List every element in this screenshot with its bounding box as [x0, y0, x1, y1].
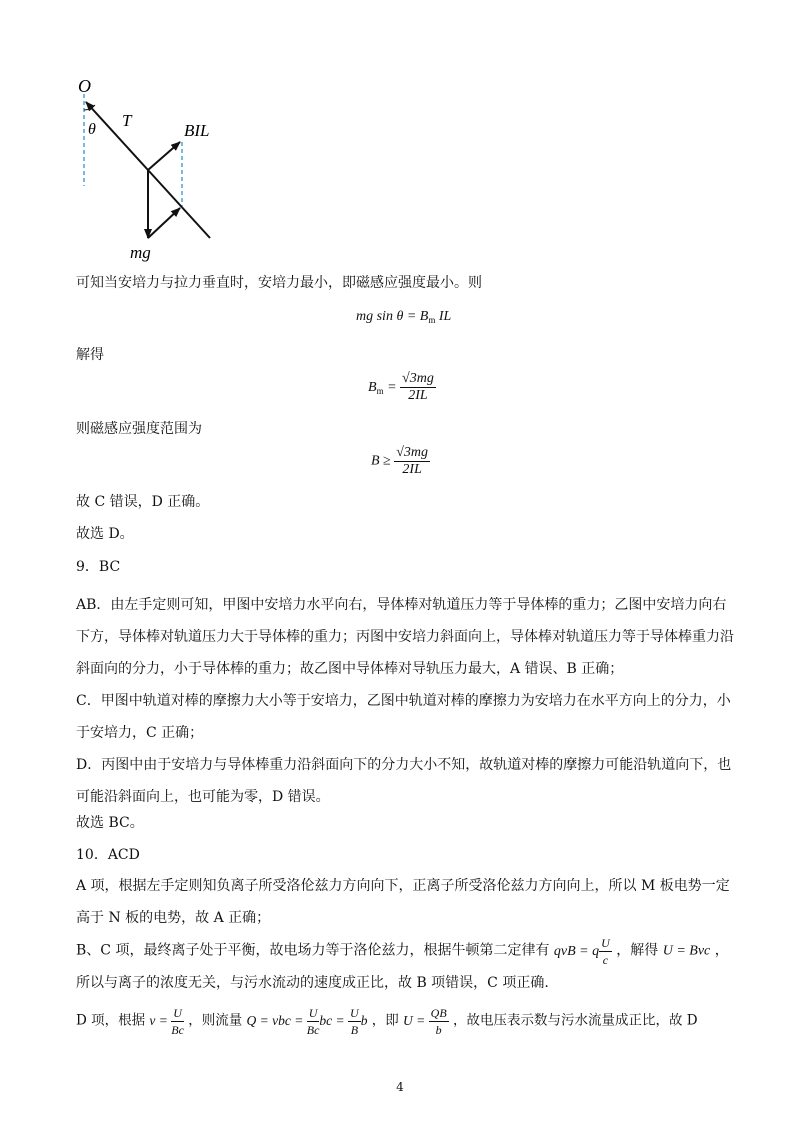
label-bil: BIL: [184, 121, 210, 140]
text-segment: B、C 项，最终离子处于平衡，故电场力等于洛伦兹力，根据牛顿第二定律有: [76, 942, 550, 959]
denominator: c: [602, 953, 609, 967]
numerator: U: [601, 936, 610, 950]
question-10-answer: 10．ACD: [76, 847, 140, 863]
eq1-left: mg sin θ = B: [356, 309, 429, 324]
eq3-fraction: [394, 445, 430, 478]
paragraph: 则磁感应强度范围为: [76, 421, 202, 437]
text-segment: ，: [714, 942, 729, 959]
text-segment: ，则流量: [188, 1012, 243, 1029]
denominator: Bc: [306, 1023, 320, 1037]
inline-eq-qvb: [553, 936, 612, 967]
eq-part: v =: [149, 1012, 172, 1028]
eq-part: U =: [403, 1012, 429, 1028]
inline-eq-v: [149, 1006, 184, 1037]
text-segment: ，即: [371, 1012, 399, 1029]
paragraph-10-d: [76, 1005, 736, 1038]
force-diagram: [70, 76, 230, 266]
paragraph-10-bc: [76, 935, 736, 968]
paragraph: 所以与离子的浓度无关，与污水流动的速度成正比，故 B 项错误，C 项正确.: [76, 975, 549, 991]
triangle-arrow: [148, 208, 180, 238]
eq-part: bc =: [319, 1012, 349, 1028]
denominator: Bc: [171, 1023, 184, 1037]
inline-eq-ubvc: U = Bvc: [662, 943, 711, 959]
label-mg: mg: [130, 243, 151, 262]
eq3-denominator: 2IL: [402, 462, 422, 477]
paragraph: 故 C 错误，D 正确。: [76, 494, 210, 510]
eq2-numerator: √3mg: [402, 371, 434, 386]
eq2-denominator: 2IL: [408, 388, 428, 403]
numerator: U: [350, 1006, 359, 1020]
rope-line: [148, 170, 210, 238]
eq2-fraction: [400, 371, 436, 404]
paragraph: 可知当安培力与拉力垂直时，安培力最小，即磁感应强度最小。则: [76, 275, 482, 291]
eq3-numerator: √3mg: [396, 445, 429, 460]
fraction: [307, 1005, 320, 1038]
denominator: B: [350, 1023, 359, 1037]
eq3-left: B ≥: [371, 453, 395, 469]
equation-3: [371, 445, 430, 478]
numerator: U: [308, 1006, 318, 1020]
equation-2: [368, 371, 436, 404]
inline-eq-u: [403, 1006, 449, 1037]
fraction: [348, 1005, 361, 1038]
text-segment: ，故电压表示数与污水流量成正比，故 D: [452, 1012, 698, 1029]
equation-1: [356, 309, 451, 325]
fraction-u-c: [599, 935, 612, 968]
eq-part: Q = vbc =: [246, 1012, 307, 1028]
fraction: [171, 1005, 184, 1038]
paragraph-9-ab: AB．由左手定则可知，甲图中安培力水平向右，导体棒对轨道压力等于导体棒的重力；乙图中安培力向右下方，导体棒对轨道压力大于导体棒的重力；丙图中安培力斜面向上，导体棒对轨道压力等于导体棒重力沿斜面向的分力，小于导体棒的重力；故乙图中导体棒对导轨压力最大，A 错误、B 正确；: [76, 597, 734, 677]
inline-eq-q: [246, 1006, 368, 1037]
eq1-sub: m: [428, 315, 436, 325]
paragraph: 解得: [76, 347, 104, 363]
numerator: QB: [430, 1006, 447, 1020]
page-number: 4: [396, 1080, 404, 1094]
eq1-right: IL: [435, 309, 452, 324]
text-segment: D 项，根据: [76, 1012, 146, 1029]
eq-part: qvB = q: [553, 943, 600, 959]
ampere-force-arrow: [148, 142, 180, 170]
text-segment: ，解得: [616, 942, 659, 959]
label-o: O: [78, 76, 91, 96]
eq2-mid: =: [383, 379, 401, 395]
label-t: T: [122, 111, 132, 130]
paragraph-9-d: D．丙图中由于安培力与导体棒重力沿斜面向下的分力大小不知，故轨道对棒的摩擦力可能沿轨道向下，也可能沿斜面向上，也可能为零，D 错误。: [76, 757, 732, 805]
paragraph-10-a: A 项，根据左手定则知负离子所受洛伦兹力方向向下，正离子所受洛伦兹力方向向上，所以 M 板电势一定高于 N 板的电势，故 A 正确；: [76, 878, 730, 926]
fraction: [429, 1005, 449, 1038]
eq2-sub: m: [376, 385, 384, 396]
eq-part: b: [360, 1012, 368, 1028]
paragraph: 故选 BC。: [76, 815, 144, 831]
label-theta: θ: [88, 121, 96, 138]
numerator: U: [173, 1006, 182, 1020]
paragraph-9-c: C．甲图中轨道对棒的摩擦力大小等于安培力，乙图中轨道对棒的摩擦力为安培力在水平方向上的分力，小于安培力，C 正确；: [76, 693, 731, 741]
denominator: b: [435, 1023, 442, 1037]
question-9-answer: 9．BC: [76, 559, 121, 575]
eq2-left: B: [368, 379, 377, 395]
paragraph: 故选 D。: [76, 526, 134, 542]
